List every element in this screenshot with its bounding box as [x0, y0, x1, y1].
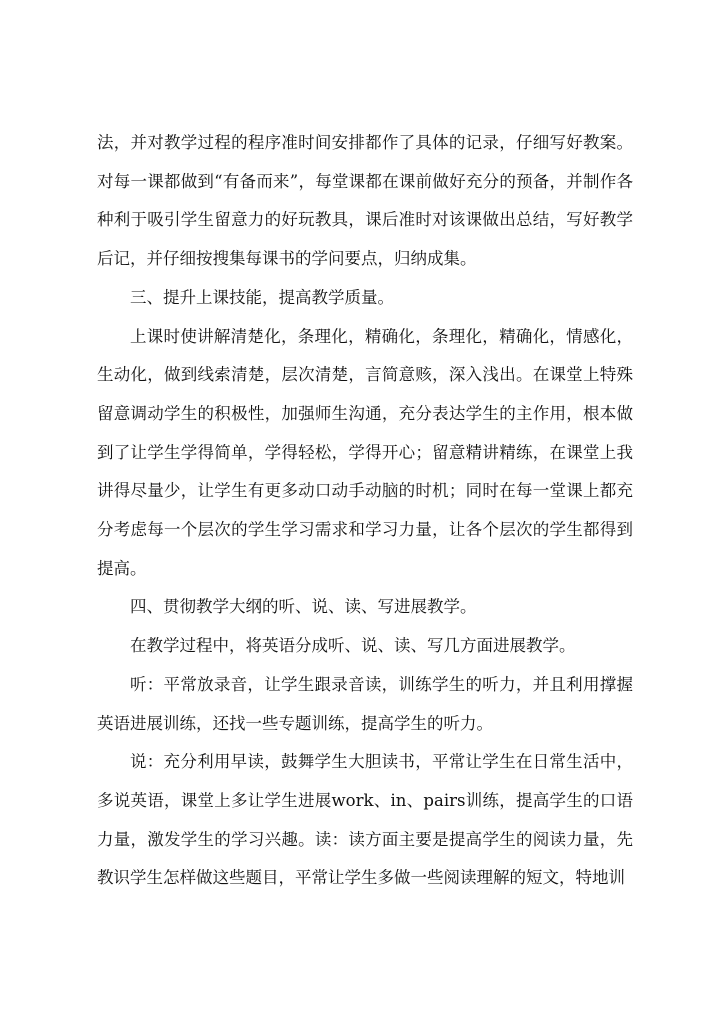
heading-section-three: 三、提升上课技能，提高教学质量。 [130, 287, 394, 307]
paragraph-lesson-preparation: 法，并对教学过程的程序准时间安排都作了具体的记录，仔细写好教案。对每一课都做到“有备而来”，每堂课都在课前做好充分的预备，并制作各种利于吸引学生留意力的好玩教具，课后准时对该课做出总结，写好教学后记，并仔细按搜集每课书的学问要点，归纳成集。 [97, 133, 633, 269]
paragraph-classroom-teaching: 上课时使讲解清楚化，条理化，精确化，条理化，精确化，情感化，生动化，做到线索清楚，层次清楚，言简意赅，深入浅出。在课堂上特殊留意调动学生的积极性，加强师生沟通，充分表达学生的主作用，根本做到了让学生学得简单，学得轻松，学得开心；留意精讲精练，在课堂上我讲得尽量少，让学生有更多动口动手动脑的时机；同时在每一堂课上都充分考虑每一个层次的学生学习需求和学习力量，让各个层次的学生都得到提高。 [97, 326, 633, 578]
paragraph-speaking-reading: 说：充分利用早读，鼓舞学生大胆读书，平常让学生在日常生活中，多说英语，课堂上多让学生进展work、in、pairs训练，提高学生的口语力量，激发学生的学习兴趣。读：读方面主要是提高学生的阅读力量，先教识学生怎样做这些题目，平常让学生多做一些阅读理解的短文，特地训 [97, 752, 633, 888]
paragraph-skills-overview: 在教学过程中，将英语分成听、说、读、写几方面进展教学。 [130, 636, 576, 656]
heading-section-four: 四、贯彻教学大纲的听、说、读、写进展教学。 [130, 597, 477, 617]
document-body [97, 124, 633, 898]
paragraph-listening: 听：平常放录音，让学生跟录音读，训练学生的听力，并且利用撑握英语进展训练，还找一些专题训练，提高学生的听力。 [97, 674, 633, 733]
